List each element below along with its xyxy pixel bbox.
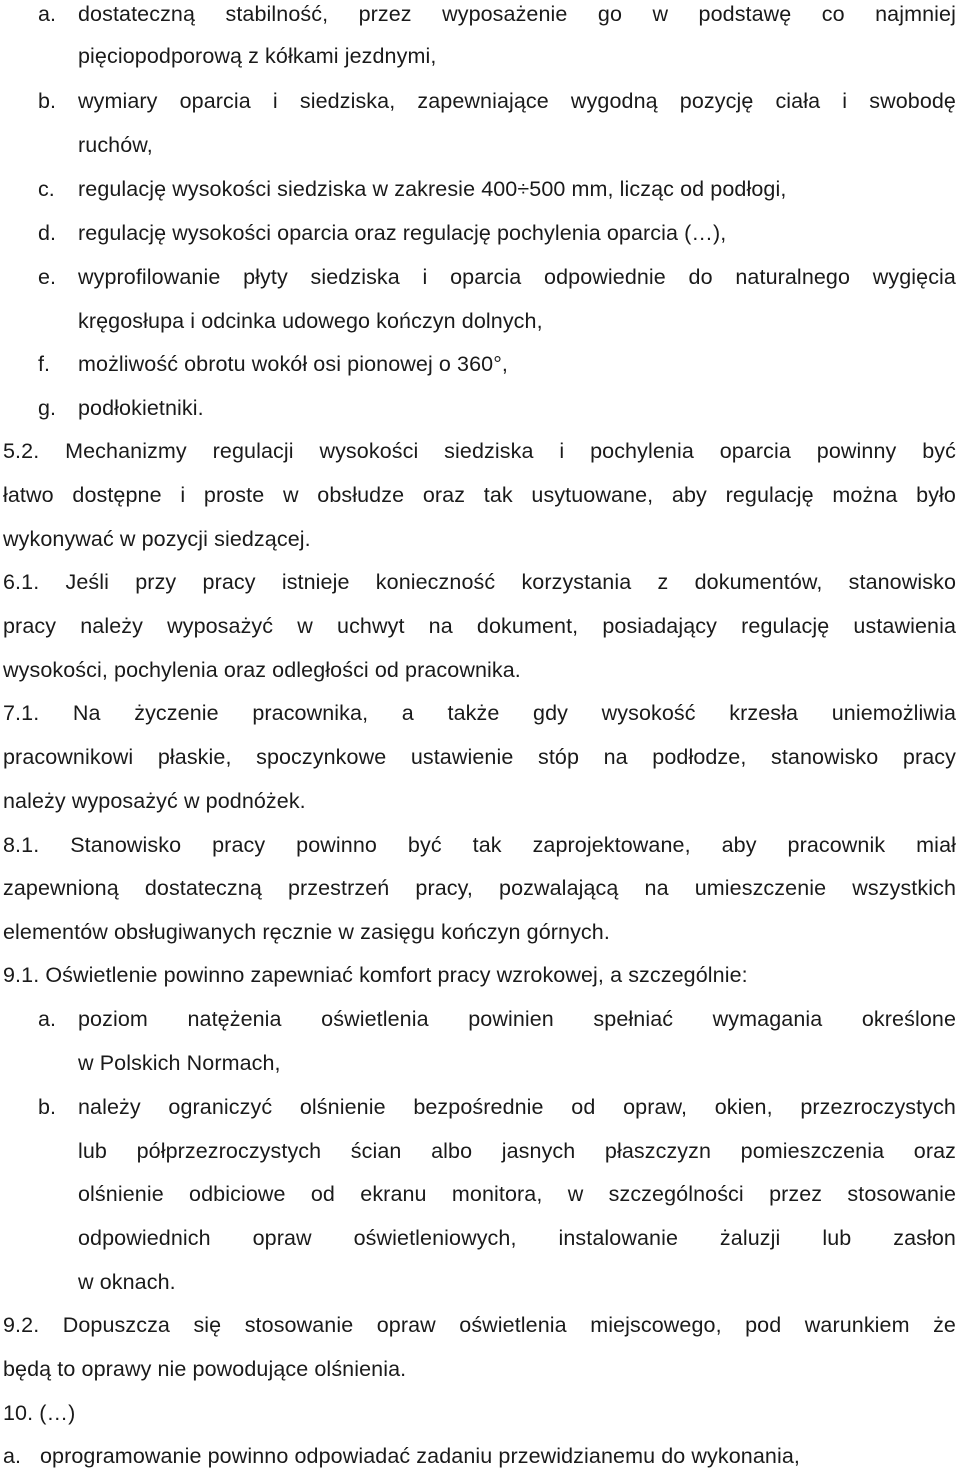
list-label: b. [38,89,56,113]
list-item-text: regulację wysokości siedziska w zakresie 400÷500 mm, licząc od podłogi, [78,177,787,201]
list-item-text: wyprofilowanie płyty siedziska i oparcia odpowiednie do naturalnego wygięcia [78,265,956,289]
paragraph-line: zapewnioną dostateczną przestrzeń pracy, pozwalającą na umieszczenie wszystkich [3,876,956,900]
list-item-text: kręgosłupa i odcinka udowego kończyn dolnych, [78,309,543,333]
list-item-text: lub półprzezroczystych ścian albo jasnych płaszczyzn pomieszczenia oraz [78,1139,956,1163]
list-item-text: odpowiednich opraw oświetleniowych, instalowanie żaluzji lub zasłon [78,1226,956,1250]
paragraph-line: wykonywać w pozycji siedzącej. [3,527,311,551]
paragraph-line: 7.1. Na życzenie pracownika, a także gdy wysokość krzesła uniemożliwia [3,701,956,725]
list-item-text: dostateczną stabilność, przez wyposażenie go w podstawę co najmniej [78,2,956,26]
paragraph-line: 9.1. Oświetlenie powinno zapewniać komfort pracy wzrokowej, a szczególnie: [3,963,748,987]
list-item-text: możliwość obrotu wokół osi pionowej o 360°, [78,352,508,376]
paragraph-line: pracownikowi płaskie, spoczynkowe ustawienie stóp na podłodze, stanowisko pracy [3,745,956,769]
list-item-text: w Polskich Normach, [78,1051,281,1075]
list-label: e. [38,265,56,289]
list-label: c. [38,177,55,201]
list-item-text: w oknach. [78,1270,176,1294]
list-label: a. [3,1444,21,1468]
list-item-text: należy ograniczyć olśnienie bezpośrednie od opraw, okien, przezroczystych [78,1095,956,1119]
list-label: g. [38,396,56,420]
list-label: f. [38,352,50,376]
paragraph-line: 9.2. Dopuszcza się stosowanie opraw oświetlenia miejscowego, pod warunkiem że [3,1313,956,1337]
paragraph-line: łatwo dostępne i proste w obsłudze oraz tak usytuowane, aby regulację można było [3,483,956,507]
list-item-text: regulację wysokości oparcia oraz regulację pochylenia oparcia (…), [78,221,727,245]
list-item-text: oprogramowanie powinno odpowiadać zadaniu przewidzianemu do wykonania, [40,1444,800,1468]
paragraph-line: elementów obsługiwanych ręcznie w zasięgu kończyn górnych. [3,920,610,944]
list-item-text: pięciopodporową z kółkami jezdnymi, [78,44,437,68]
paragraph-line: pracy należy wyposażyć w uchwyt na dokument, posiadający regulację ustawienia [3,614,956,638]
list-item-text: wymiary oparcia i siedziska, zapewniające wygodną pozycję ciała i swobodę [78,89,956,113]
paragraph-line: wysokości, pochylenia oraz odległości od pracownika. [3,658,521,682]
paragraph-line: 5.2. Mechanizmy regulacji wysokości siedziska i pochylenia oparcia powinny być [3,439,956,463]
list-label: a. [38,1007,56,1031]
paragraph-line: 8.1. Stanowisko pracy powinno być tak zaprojektowane, aby pracownik miał [3,833,956,857]
list-item-text: olśnienie odbiciowe od ekranu monitora, w szczególności przez stosowanie [78,1182,956,1206]
list-label: a. [38,2,56,26]
list-item-text: ruchów, [78,133,153,157]
paragraph-line: 10. (…) [3,1401,76,1425]
list-item-text: poziom natężenia oświetlenia powinien spełniać wymagania określone [78,1007,956,1031]
paragraph-line: 6.1. Jeśli przy pracy istnieje konieczność korzystania z dokumentów, stanowisko [3,570,956,594]
paragraph-line: będą to oprawy nie powodujące olśnienia. [3,1357,407,1381]
list-label: d. [38,221,56,245]
list-item-text: podłokietniki. [78,396,204,420]
paragraph-line: należy wyposażyć w podnóżek. [3,789,306,813]
list-label: b. [38,1095,56,1119]
